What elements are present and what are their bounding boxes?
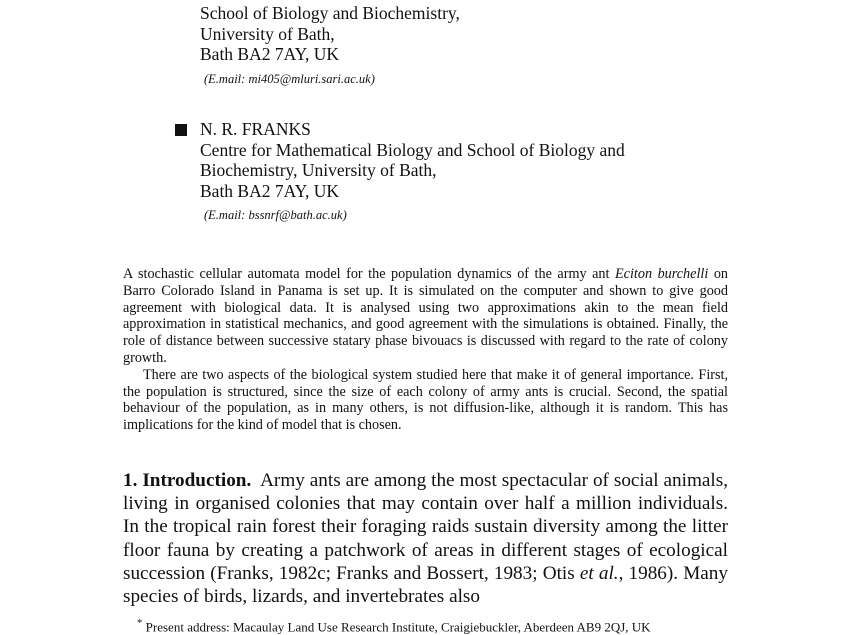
author1-affiliation (200, 3, 460, 65)
abstract-p1-text-b: on Barro Colorado Island in Panama is set up. It is simulated on the computer and shown to give good agreement with biological data. It is analysed using two approximations akin to the mean field approximation in statistical mechanics, and good agreement with the simulations is obtained. Finally, the role of distance between successive statary phase bivouacs is discussed with regard to the rate of colony growth. (123, 266, 729, 366)
author1-email-line: (E.mail: mi405@mluri.sari.ac.uk) (204, 72, 375, 86)
intro-text-b: , 1986). Many species of birds, lizards, and invertebrates also (123, 562, 728, 608)
species-name: Eciton burchelli (615, 266, 709, 282)
author2-email: bssnrf@bath.ac.uk (248, 208, 343, 222)
author-bullet-icon (175, 124, 187, 136)
author1-department: School of Biology and Biochemistry, (200, 3, 460, 23)
author2-email-line: (E.mail: bssnrf@bath.ac.uk) (204, 208, 347, 222)
intro-text-a: Army ants are among the most spectacular of social animals, living in organised colonies that may contain over half a million individuals. In the tropical rain forest their foraging raids sustain diversity among the litter floor fauna by creating a patchwork of areas in different stages of ecological succession (Franks, 1982c; Franks and Bossert, 1983; Otis (123, 470, 729, 584)
footnote-text: Present address: Macaulay Land Use Research Institute, Craigiebuckler, Aberdeen AB9 2QJ, UK (145, 619, 651, 635)
author1-university: University of Bath, (200, 23, 335, 44)
footnote (137, 617, 737, 635)
author2-email-label: E.mail (208, 208, 242, 222)
author2-affiliation (200, 119, 625, 201)
author1-email: mi405@mluri.sari.ac.uk (248, 72, 371, 86)
author2-city: Bath BA2 7AY, UK (200, 180, 340, 201)
footnote-marker: * (137, 617, 143, 629)
author2-department-line2: Biochemistry, University of Bath, (200, 160, 437, 180)
author1-email-label: E.mail (208, 72, 242, 86)
abstract-p1-text-a: A stochastic cellular automata model for the population dynamics of the army ant (123, 266, 615, 282)
abstract-paragraph-1 (123, 266, 728, 367)
author2-department-line1: Centre for Mathematical Biology and School of Biology and (200, 139, 625, 160)
abstract-paragraph-2: There are two aspects of the biological system studied here that make it of general importance. First, the population is structured, since the size of each colony of army ants is crucial. Second, the spatial behaviour of the population, as in many others, is not diffusion-like, although it is random. This has implications for the kind of model that is chosen. (123, 366, 728, 434)
abstract (123, 266, 728, 434)
intro-et-al: et al. (579, 562, 619, 584)
section-heading: 1. Introduction. (123, 470, 252, 491)
author2-name: N. R. FRANKS (200, 119, 311, 139)
author1-city: Bath BA2 7AY, UK (200, 44, 340, 64)
introduction-section (123, 469, 728, 608)
